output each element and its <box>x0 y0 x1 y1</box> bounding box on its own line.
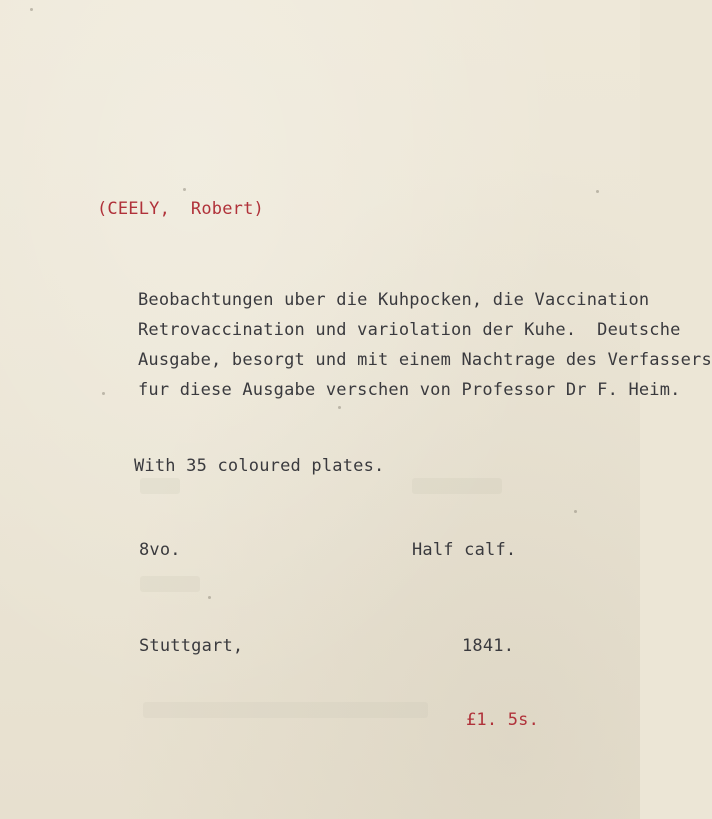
paper-speck <box>30 8 33 11</box>
paper-speck <box>596 190 599 193</box>
imprint-place: Stuttgart, <box>139 636 244 656</box>
title-line-4: fur diese Ausgabe verschen von Professor Dr F. Heim. <box>138 380 681 400</box>
title-block <box>138 285 712 405</box>
paper-speck <box>102 392 105 395</box>
author-heading: (CEELY, Robert) <box>97 199 264 219</box>
title-line-1: Beobachtungen uber die Kuhpocken, die Vaccination <box>138 290 650 310</box>
imprint-year: 1841. <box>462 636 515 656</box>
paper-speck <box>208 596 211 599</box>
show-through-shadow <box>140 576 200 592</box>
plates-note: With 35 coloured plates. <box>134 456 385 476</box>
format-size: 8vo. <box>139 540 181 560</box>
format-binding: Half calf. <box>412 540 517 560</box>
paper-speck <box>574 510 577 513</box>
paper-speck <box>183 188 186 191</box>
paper-speck <box>338 406 341 409</box>
price: £1. 5s. <box>466 710 540 730</box>
title-line-3: Ausgabe, besorgt und mit einem Nachtrage des Verfassers <box>138 350 712 370</box>
show-through-shadow <box>140 478 180 494</box>
show-through-shadow <box>143 702 428 718</box>
title-line-2: Retrovaccination und variolation der Kuhe. Deutsche <box>138 320 681 340</box>
show-through-shadow <box>412 478 502 494</box>
